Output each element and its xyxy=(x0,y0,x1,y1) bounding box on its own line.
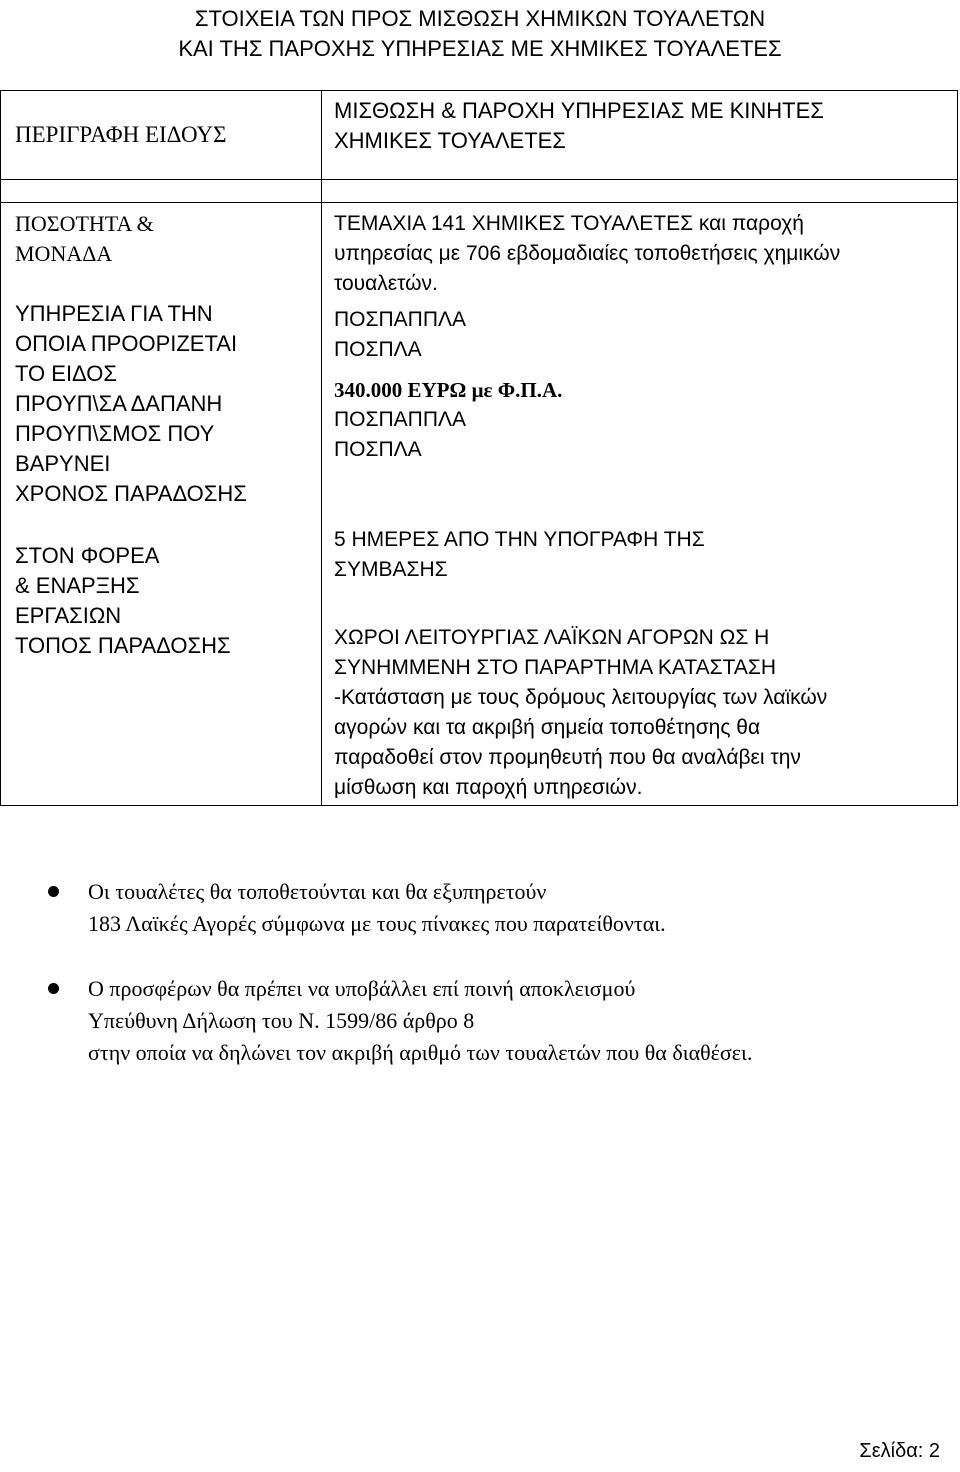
note-1-line-2: 183 Λαϊκές Αγορές σύμφωνα με τους πίνακες που παρατείθονται. xyxy=(88,911,666,936)
label-charged-2: ΒΑΡΥΝΕΙ xyxy=(15,451,111,476)
note-item xyxy=(48,876,948,940)
note-2-continuation: στην οποία να δηλώνει τον ακριβή αριθμό των τουαλετών που θα διαθέσει. xyxy=(88,1040,753,1065)
page-number: Σελίδα: 2 xyxy=(859,1440,940,1462)
value-delivery-1: 5 ΗΜΕΡΕΣ ΑΠΟ ΤΗΝ ΥΠΟΓΡΑΦΗ ΤΗΣ xyxy=(334,528,705,551)
specs-table xyxy=(0,90,958,806)
label-charged-1: ΠΡΟΥΠ\ΣΜΟΣ ΠΟΥ xyxy=(15,421,215,446)
spacer-right xyxy=(322,180,958,203)
value-quantity-3: τουαλετών. xyxy=(334,272,438,295)
label-delivery-time: ΧΡΟΝΟΣ ΠΑΡΑΔΟΣΗΣ xyxy=(15,481,247,506)
spacer-row xyxy=(1,180,958,203)
value-place-3: -Κατάσταση με τους δρόμους λειτουργίας των λαϊκών xyxy=(334,686,828,709)
details-row xyxy=(1,203,958,806)
labels-cell xyxy=(1,203,322,806)
bullet-icon xyxy=(48,886,59,897)
label-service-1: ΥΠΗΡΕΣΙΑ ΓΙΑ ΤΗΝ xyxy=(15,301,213,326)
value-charged-1: ΠΟΣΠΑΠΠΛΑ xyxy=(334,408,467,431)
header-right-line-1: ΜΙΣΘΩΣΗ & ΠΑΡΟΧΗ ΥΠΗΡΕΣΙΑΣ ΜΕ ΚΙΝΗΤΕΣ xyxy=(334,98,824,123)
value-quantity-1: ΤΕΜΑΧΙΑ 141 ΧΗΜΙΚΕΣ ΤΟΥΑΛΕΤΕΣ και παροχή xyxy=(334,212,804,235)
header-right-line-2: ΧΗΜΙΚΕΣ ΤΟΥΑΛΕΤΕΣ xyxy=(334,128,566,153)
label-to-body-3: ΕΡΓΑΣΙΩΝ xyxy=(15,603,122,628)
label-service-3: ΤΟ ΕΙΔΟΣ xyxy=(15,361,117,386)
label-quantity-2: ΜΟΝΑΔΑ xyxy=(15,241,113,266)
value-service-2: ΠΟΣΠΛΑ xyxy=(334,338,422,361)
bullet-icon xyxy=(48,983,59,994)
spacer-left xyxy=(1,180,322,203)
title-line-2: ΚΑΙ ΤΗΣ ΠΑΡΟΧΗΣ ΥΠΗΡΕΣΙΑΣ ΜΕ ΧΗΜΙΚΕΣ ΤΟΥΑΛΕΤΕΣ xyxy=(178,36,782,61)
note-2-line-1: Ο προσφέρων θα πρέπει να υποβάλλει επί ποινή αποκλεισμού xyxy=(88,976,636,1001)
label-quantity-1: ΠΟΣΟΤΗΤΑ & xyxy=(15,211,154,236)
label-service-2: ΟΠΟΙΑ ΠΡΟΟΡΙΖΕΤΑΙ xyxy=(15,331,238,356)
header-right-cell xyxy=(322,91,958,180)
value-place-1: ΧΩΡΟΙ ΛΕΙΤΟΥΡΓΙΑΣ ΛΑΪΚΩΝ ΑΓΟΡΩΝ ΩΣ Η xyxy=(334,626,770,649)
notes-list xyxy=(48,876,948,1069)
note-1-line-1: Οι τουαλέτες θα τοποθετούνται και θα εξυπηρετούν xyxy=(88,879,547,904)
label-budget: ΠΡΟΥΠ\ΣΑ ΔΑΠΑΝΗ xyxy=(15,391,223,416)
value-delivery-2: ΣΥΜΒΑΣΗΣ xyxy=(334,558,448,581)
title-line-1: ΣΤΟΙΧΕΙΑ ΤΩΝ ΠΡΟΣ ΜΙΣΘΩΣΗ ΧΗΜΙΚΩΝ ΤΟΥΑΛΕΤΩΝ xyxy=(194,6,766,31)
note-item xyxy=(48,973,948,1069)
label-delivery-place: ΤΟΠΟΣ ΠΑΡΑΔΟΣΗΣ xyxy=(15,633,231,658)
values-cell xyxy=(322,203,958,806)
document-title xyxy=(0,4,960,64)
header-left-cell xyxy=(1,91,322,180)
value-charged-2: ΠΟΣΠΛΑ xyxy=(334,438,422,461)
value-place-2: ΣΥΝΗΜΜΕΝΗ ΣΤΟ ΠΑΡΑΡΤΗΜΑ ΚΑΤΑΣΤΑΣΗ xyxy=(334,656,777,679)
label-blank-line xyxy=(15,509,321,539)
value-place-4: αγορών και τα ακριβή σημεία τοποθέτησης θα xyxy=(334,716,761,739)
header-left-label: ΠΕΡΙΓΡΑΦΗ ΕΙΔΟΥΣ xyxy=(15,122,227,147)
value-budget: 340.000 ΕΥΡΩ με Φ.Π.Α. xyxy=(334,378,563,402)
note-2-line-2: Υπεύθυνη Δήλωση του Ν. 1599/86 άρθρο 8 xyxy=(88,1008,475,1033)
value-quantity-2: υπηρεσίας με 706 εβδομαδιαίες τοποθετήσεις χημικών xyxy=(334,242,841,265)
value-place-6: μίσθωση και παροχή υπηρεσιών. xyxy=(334,776,643,799)
label-to-body-2: & ΕΝΑΡΞΗΣ xyxy=(15,573,140,598)
value-place-5: παραδοθεί στον προμηθευτή που θα αναλάβει την xyxy=(334,746,801,769)
value-service-1: ΠΟΣΠΑΠΠΛΑ xyxy=(334,308,467,331)
label-to-body-1: ΣΤΟΝ ΦΟΡΕΑ xyxy=(15,543,160,568)
header-row xyxy=(1,91,958,180)
